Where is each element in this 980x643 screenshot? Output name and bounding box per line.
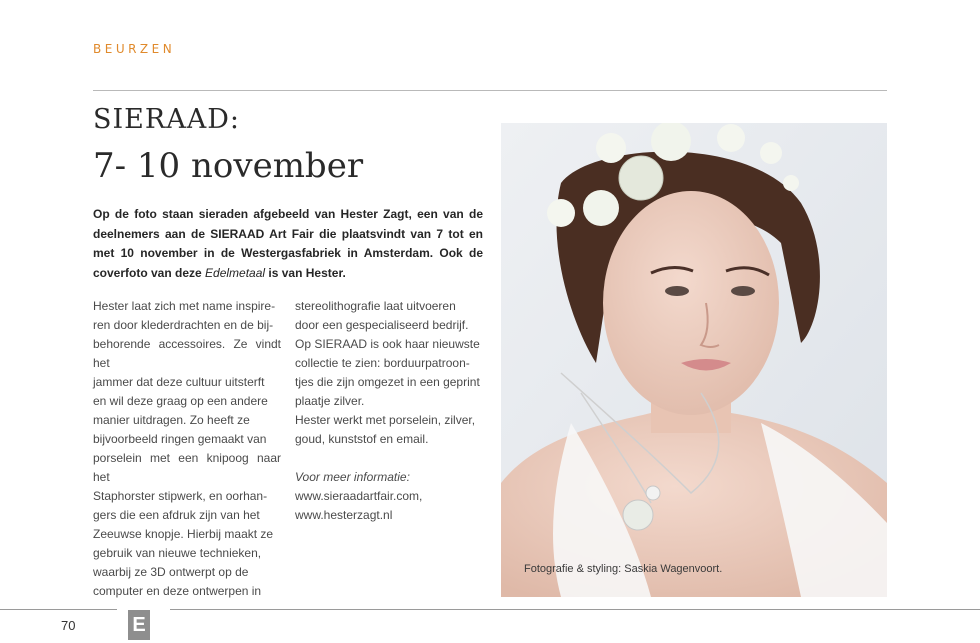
footer-divider-left <box>0 609 117 610</box>
body-line: waarbij ze 3D ontwerpt op de <box>93 565 249 579</box>
body-line: collectie te zien: borduurpatroon- <box>295 356 470 370</box>
body-line: Hester werkt met porselein, zilver, <box>295 413 476 427</box>
footer-divider-right <box>170 609 980 610</box>
body-line: gers die een afdruk zijn van het <box>93 508 260 522</box>
body-column-2 <box>295 297 483 525</box>
body-line: gebruik van nieuwe technieken, <box>93 546 262 560</box>
magazine-logo: E <box>128 610 150 640</box>
body-line: porselein met een knipoog naar het <box>93 451 281 484</box>
website-link-sieraad[interactable]: www.sieraadartfair.com, <box>295 489 423 503</box>
portrait-photo <box>501 123 887 597</box>
paragraph-spacer <box>295 449 483 468</box>
body-line: en wil deze graag op een andere <box>93 394 268 408</box>
intro-text-1: Op de foto staan sieraden afgebeeld van Hester Zagt, een van de deelnemers aan de SIERAAD Art Fair die plaatsvindt van 7 tot en met 10 november in de Westergasfabriek in Amsterdam. Ook de coverfoto van deze <box>93 207 483 280</box>
body-line: tjes die zijn omgezet in een geprint <box>295 375 480 389</box>
body-line: Hester laat zich met name inspire- <box>93 299 276 313</box>
body-line: Op SIERAAD is ook haar nieuwste <box>295 337 480 351</box>
body-line: ren door klederdrachten en de bij- <box>93 318 274 332</box>
body-column-1 <box>93 297 281 601</box>
article-subtitle-date: 7- 10 november <box>93 146 364 186</box>
intro-text-2: is van Hester. <box>265 265 346 280</box>
body-line: bijvoorbeeld ringen gemaakt van <box>93 432 267 446</box>
body-line: plaatje zilver. <box>295 394 365 408</box>
intro-magazine-name: Edelmetaal <box>205 265 266 280</box>
body-line: manier uitdragen. Zo heeft ze <box>93 413 250 427</box>
body-line: Zeeuwse knopje. Hierbij maakt ze <box>93 527 274 541</box>
article-title: SIERAAD: <box>93 104 240 135</box>
intro-paragraph <box>93 205 483 283</box>
page-number: 70 <box>61 618 76 633</box>
portrait-illustration <box>501 123 887 597</box>
website-link-hester[interactable]: www.hesterzagt.nl <box>295 508 393 522</box>
body-line: door een gespecialiseerd bedrijf. <box>295 318 469 332</box>
body-line: jammer dat deze cultuur uitsterft <box>93 375 265 389</box>
section-label: BEURZEN <box>93 42 176 56</box>
body-line: goud, kunststof en email. <box>295 432 429 446</box>
body-line: computer en deze ontwerpen in <box>93 584 262 598</box>
body-line: stereolithografie laat uitvoeren <box>295 299 456 313</box>
top-divider <box>93 90 887 91</box>
body-line: Staphorster stipwerk, en oorhan- <box>93 489 268 503</box>
more-info-label: Voor meer informatie: <box>295 470 410 484</box>
body-line: behorende accessoires. Ze vindt het <box>93 337 281 370</box>
photo-caption: Fotografie & styling: Saskia Wagenvoort. <box>524 563 723 575</box>
